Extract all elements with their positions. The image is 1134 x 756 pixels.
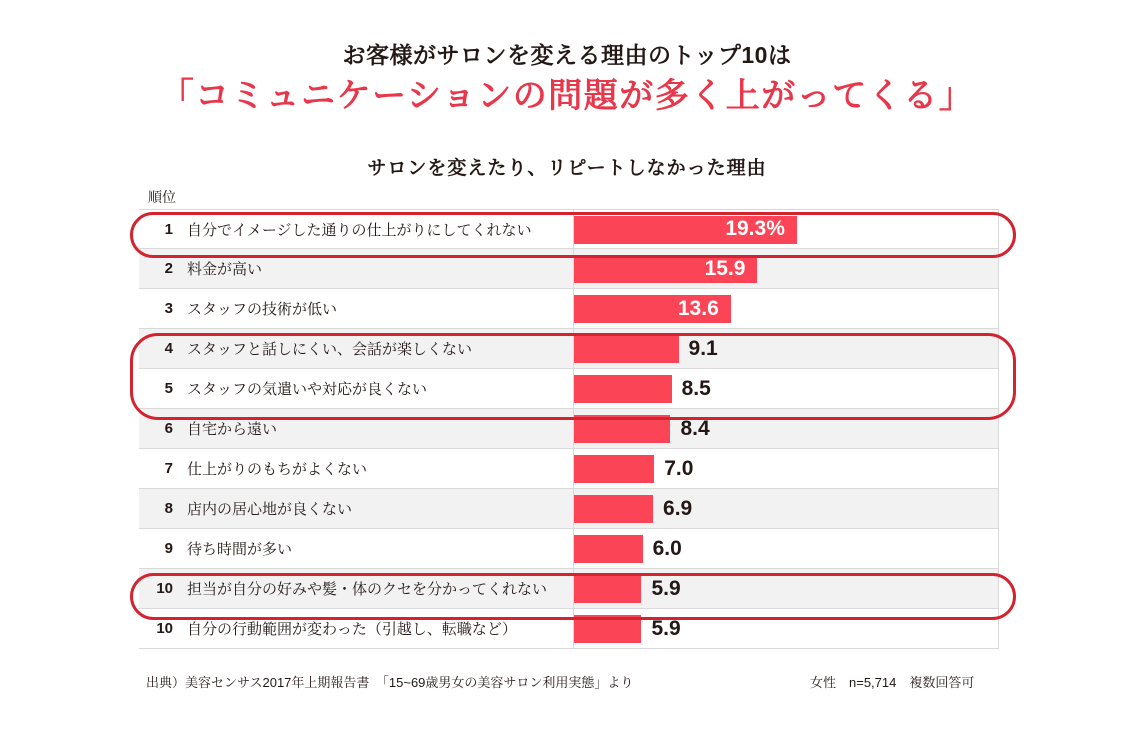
row-axis-line [573, 409, 574, 448]
row-right-edge [998, 569, 999, 608]
row-label: 料金が高い [187, 261, 263, 278]
row-rank: 2 [164, 260, 173, 277]
row-axis-line [573, 609, 574, 648]
row-bar [573, 455, 654, 483]
row-label: 待ち時間が多い [187, 541, 293, 558]
row-value-label: 8.5 [681, 376, 711, 400]
sample-size-note: 女性 n=5,714 複数回答可 [810, 675, 975, 690]
row-rank: 8 [164, 500, 173, 517]
row-value-label: 6.9 [663, 496, 693, 520]
row-bar-zone [573, 369, 999, 408]
row-rank: 1 [164, 220, 173, 238]
row-right-edge [998, 489, 999, 528]
row-bar [573, 615, 641, 643]
chart-row [139, 409, 999, 449]
row-right-edge [998, 449, 999, 488]
row-value-label: 19.3% [725, 217, 785, 240]
row-bar-zone [573, 409, 999, 448]
row-axis-line [573, 329, 574, 368]
row-label: 担当が自分の好みや髪・体のクセを分かってくれない [187, 581, 548, 598]
row-rank: 10 [156, 620, 173, 637]
row-bar-zone [573, 569, 999, 608]
row-axis-line [573, 449, 574, 488]
row-right-edge [998, 329, 999, 368]
row-label: スタッフと話しにくい、会話が楽しくない [187, 341, 473, 358]
row-value-label: 9.1 [688, 336, 718, 360]
row-rank: 6 [164, 420, 173, 437]
row-bar-zone [573, 529, 999, 568]
row-value-label: 5.9 [651, 616, 681, 640]
chart-row [139, 529, 999, 569]
row-bar-zone [573, 329, 999, 368]
row-value-label: 15.9 [704, 256, 746, 280]
row-bar-zone [573, 609, 999, 648]
row-bar [573, 335, 679, 363]
row-axis-line [573, 369, 574, 408]
row-value-label: 8.4 [680, 416, 710, 440]
row-axis-line [573, 489, 574, 528]
row-bar [573, 495, 653, 523]
rank-column-header: 順位 [148, 189, 176, 205]
row-axis-line [573, 249, 574, 288]
row-right-edge [998, 289, 999, 328]
row-axis-line [573, 210, 574, 248]
row-value-label: 7.0 [664, 456, 694, 480]
row-right-edge [998, 210, 999, 248]
row-right-edge [998, 529, 999, 568]
row-label: 自分でイメージした通りの仕上がりにしてくれない [187, 221, 532, 239]
chart-row [139, 329, 999, 369]
chart-row [139, 489, 999, 529]
row-label: 店内の居心地が良くない [187, 501, 353, 518]
row-bar-zone [573, 249, 999, 288]
row-rank: 4 [164, 340, 173, 357]
row-label: スタッフの技術が低い [187, 301, 338, 318]
row-label: 自宅から遠い [187, 421, 278, 438]
row-axis-line [573, 289, 574, 328]
row-bar [573, 535, 643, 563]
chart-subtitle: サロンを変えたり、リピートしなかった理由 [367, 158, 767, 179]
title-block [0, 40, 1134, 121]
ranking-bar-chart [139, 209, 999, 649]
chart-row [139, 209, 999, 249]
row-rank: 7 [164, 460, 173, 477]
row-right-edge [998, 609, 999, 648]
chart-row [139, 609, 999, 649]
row-bar-zone [573, 489, 999, 528]
row-bar [573, 375, 672, 403]
row-right-edge [998, 369, 999, 408]
row-rank: 10 [156, 580, 173, 597]
chart-row [139, 249, 999, 289]
row-rank: 9 [164, 540, 173, 557]
row-bar-zone [573, 210, 999, 248]
row-value-label: 6.0 [652, 536, 682, 560]
row-axis-line [573, 529, 574, 568]
source-note: 出典）美容センサス2017年上期報告書 「15~69歳男女の美容サロン利用実態」より [146, 675, 634, 690]
row-bar [573, 415, 670, 443]
row-rank: 5 [164, 380, 173, 397]
row-bar-zone [573, 449, 999, 488]
row-label: 自分の行動範囲が変わった（引越し、転職など） [187, 621, 517, 638]
row-right-edge [998, 249, 999, 288]
row-right-edge [998, 409, 999, 448]
chart-row [139, 569, 999, 609]
row-axis-line [573, 569, 574, 608]
row-label: 仕上がりのもちがよくない [187, 461, 368, 478]
row-value-label: 5.9 [651, 576, 681, 600]
chart-row [139, 289, 999, 329]
chart-row [139, 369, 999, 409]
row-label: スタッフの気遣いや対応が良くない [187, 381, 428, 398]
chart-row [139, 449, 999, 489]
row-value-label: 13.6 [677, 296, 719, 320]
row-bar [573, 575, 641, 603]
row-bar-zone [573, 289, 999, 328]
row-rank: 3 [164, 300, 173, 317]
page-title-line1: お客様がサロンを変える理由のトップ10は [342, 42, 792, 68]
page-title-line2: 「コミュニケーションの問題が多く上がってくる」 [159, 77, 975, 116]
